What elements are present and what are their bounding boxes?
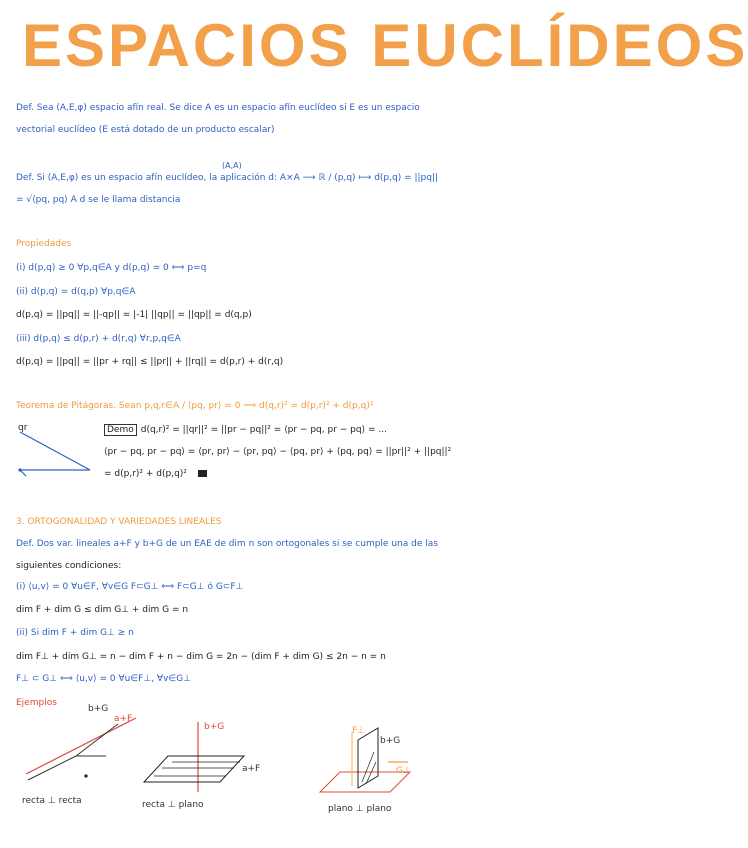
property-2: (ii) d(p,q) = d(q,p) ∀p,q∈A (16, 287, 136, 297)
qed-box (198, 470, 207, 477)
plane-a-plus-F (144, 756, 244, 782)
page-title: ESPACIOS EUCLÍDEOS (22, 12, 748, 79)
examples-heading: Ejemplos (16, 698, 57, 708)
fig3-label-bG: b+G (380, 736, 401, 746)
fig3-label-F: F⊥ (352, 726, 366, 736)
def2-note: (A,A) (222, 161, 242, 170)
figure-line-perp-plane (134, 718, 264, 798)
orthogonality-heading: 3. ORTOGONALIDAD Y VARIEDADES LINEALES (16, 517, 222, 527)
orth-condition-3: F⊥ ⊂ G⊥ ⟺ ⟨u,v⟩ = 0 ∀u∈F⊥, ∀v∈G⊥ (16, 674, 192, 684)
orth-condition-1-dim: dim F + dim G ≤ dim G⊥ + dim G = n (16, 605, 189, 615)
fig2-caption: recta ⊥ plano (142, 800, 204, 810)
fig1-label-bG: b+G (88, 704, 109, 714)
fig1-label-aF: a+F (114, 714, 133, 724)
orth-def-line2: siguientes condiciones: (16, 561, 122, 571)
demo-line2: ⟨pr − pq, pr − pq⟩ = ⟨pr, pr⟩ − ⟨pr, pq⟩ − ⟨pq, pr⟩ + ⟨pq, pq⟩ = ||pr||² + ||pq||² (104, 447, 452, 457)
demo-tag: Demo (104, 424, 137, 436)
fig3-caption: plano ⊥ plano (328, 804, 392, 814)
def1-line2: vectorial euclídeo (E está dotado de un producto escalar) (16, 125, 275, 135)
property-1: (i) d(p,q) ≥ 0 ∀p,q∈A y d(p,q) = 0 ⟺ p=q (16, 263, 207, 273)
plane-hatch-1 (362, 752, 374, 782)
orth-condition-2-dim: dim F⊥ + dim G⊥ = n − dim F + n − dim G = 2n − (dim F + dim G) ≤ 2n − n = n (16, 652, 386, 662)
property-2-proof: d(p,q) = ||pq|| = ||-qp|| = |-1| ||qp|| = ||qp|| = d(q,p) (16, 310, 252, 320)
point-p (18, 468, 21, 471)
line-b-plus-G-lower (28, 756, 76, 780)
line-a-plus-F (26, 718, 136, 774)
def1-line1: Def. Sea (A,E,φ) espacio afín real. Se dice A es un espacio afín euclídeo si E es un espacio (16, 103, 420, 113)
properties-heading: Propiedades (16, 239, 72, 249)
demo-line3: = d(p,r)² + d(p,q)² (104, 469, 187, 479)
orth-condition-2: (ii) Si dim F + dim G⊥ ≥ n (16, 628, 134, 638)
orth-condition-1: (i) ⟨u,v⟩ = 0 ∀u∈F, ∀v∈G F⊂G⊥ ⟺ F⊂G⊥ ó G⊂F⊥ (16, 582, 244, 592)
fig2-label-bG: b+G (204, 722, 225, 732)
vector-qr (20, 432, 90, 470)
line-b-plus-G-upper (76, 724, 118, 756)
orth-def-line1: Def. Dos var. lineales a+F y b+G de un EAE de dim n son ortogonales si se cumple una de las (16, 539, 438, 549)
fig2-label-aF: a+F (242, 764, 261, 774)
demo-line1-wrap (104, 424, 387, 436)
demo-line3-wrap (104, 468, 207, 480)
property-3-proof: d(p,q) = ||pq|| = ||pr + rq|| ≤ ||pr|| + ||rq|| = d(p,r) + d(r,q) (16, 357, 284, 367)
demo-line1: d(q,r)² = ||qr||² = ||pr − pq||² = ⟨pr − pq, pr − pq⟩ = ... (140, 425, 387, 435)
pythagoras-statement: Teorema de Pitágoras. Sean p,q,r∈A / ⟨pq, pr⟩ = 0 ⟹ d(q,r)² = d(p,r)² + d(p,q)² (16, 401, 374, 411)
pythagoras-triangle-figure (14, 428, 100, 480)
fig1-caption: recta ⊥ recta (22, 796, 82, 806)
fig3-label-G: G⊥ (396, 766, 411, 776)
def2-line1: Def. Si (A,E,φ) es un espacio afín euclídeo, la aplicación d: A×A ⟶ ℝ / (p,q) ⟼ d(p,q) = ||pq|| (16, 173, 439, 183)
property-3: (iii) d(p,q) ≤ d(p,r) + d(r,q) ∀r,p,q∈A (16, 334, 181, 344)
point-marker (84, 774, 87, 777)
pythagoras-fig-label: qr (18, 423, 28, 433)
def2-line2: = √⟨pq, pq⟩ A d se le llama distancia (16, 195, 181, 205)
